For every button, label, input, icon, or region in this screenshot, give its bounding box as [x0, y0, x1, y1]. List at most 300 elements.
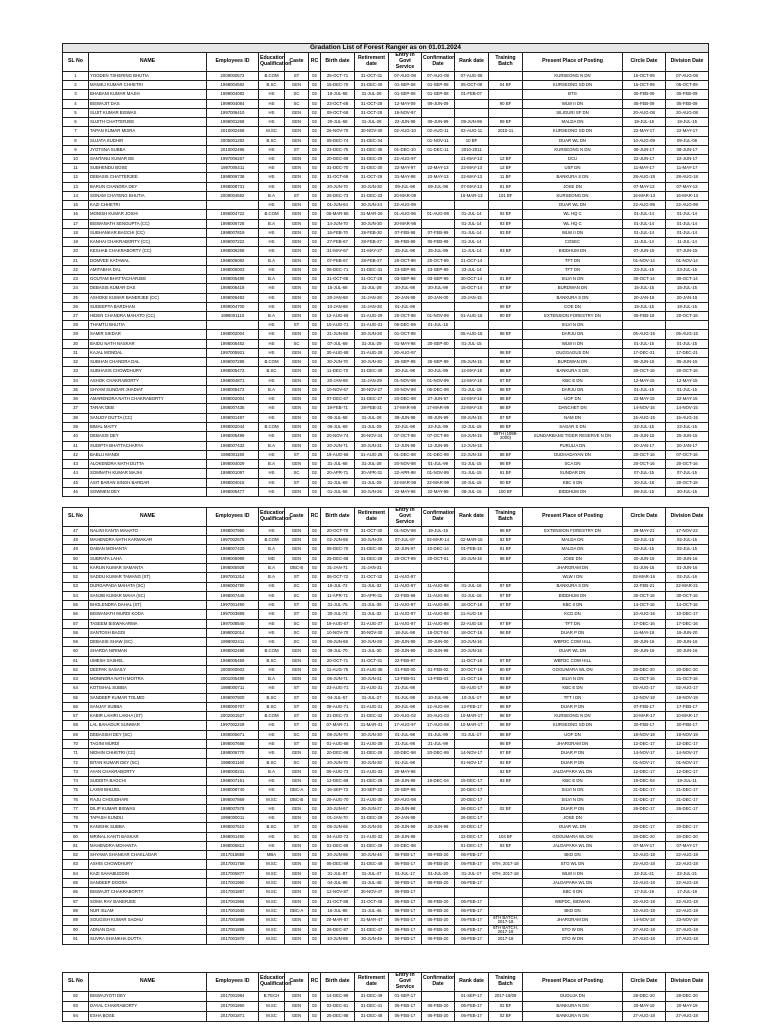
- confirmation-date-cell: [422, 155, 455, 164]
- training-batch-cell: 6TH BATCH, 2017-18: [489, 916, 523, 926]
- confirmation-date-cell: [422, 563, 455, 572]
- caste-cell: GEN: [285, 182, 309, 191]
- table-row: [63, 888, 709, 897]
- posting-cell: BURDWAN DN: [523, 284, 623, 293]
- posting-cell: TFT DN: [523, 256, 623, 265]
- name-cell: SHARDA NIRIMAN: [89, 647, 207, 656]
- table-row: [63, 164, 709, 173]
- training-batch-cell: 88 BF: [489, 385, 523, 394]
- table-row: [63, 191, 709, 200]
- retirement-date-cell: 31-MAR-31: [355, 721, 389, 730]
- rank-date-cell: 11-AUG-16: [455, 610, 489, 619]
- birth-date-cell: 20-JAN-69: [321, 376, 355, 385]
- division-date-cell: [666, 321, 709, 330]
- table-row: [63, 869, 709, 878]
- caste-cell: ST: [285, 478, 309, 487]
- entry-date-cell: 20-AUG-02: [389, 712, 422, 721]
- circle-date-cell: 02-MAR-16: [623, 573, 666, 582]
- rc-cell: 02: [309, 795, 321, 804]
- confirmation-date-cell: 11-AUG-98: [422, 619, 455, 628]
- rc-cell: 02: [309, 201, 321, 210]
- rank-date-cell: 10 BF: [455, 136, 489, 145]
- education-cell: M.SC: [259, 897, 285, 906]
- training-batch-cell: [489, 795, 523, 804]
- entry-date-cell: 20-DEC-98: [389, 841, 422, 850]
- name-cell: DEBASIS DEY: [89, 432, 207, 442]
- employee-id-cell: 1998005671: [207, 730, 259, 739]
- caste-cell: GEN: [285, 935, 309, 944]
- birth-date-cell: 05-JUN-66: [321, 823, 355, 832]
- employee-id-cell: 2001005499: [207, 675, 259, 684]
- entry-date-cell: 07-FEB-98: [389, 228, 422, 237]
- training-batch-cell: [489, 265, 523, 274]
- posting-cell: WL HQ C: [523, 210, 623, 219]
- entry-date-cell: 20-JUN-98: [389, 777, 422, 786]
- training-batch-cell: 02 BF: [489, 804, 523, 813]
- employee-id-cell: 1998004029: [207, 460, 259, 469]
- caste-cell: GEN: [285, 869, 309, 878]
- confirmation-date-cell: [422, 758, 455, 767]
- caste-cell: OBC-B: [285, 563, 309, 572]
- posting-cell: DUAR P DN: [523, 702, 623, 711]
- retirement-date-cell: 31-JAN-31: [355, 563, 389, 572]
- education-cell: HS: [259, 395, 285, 404]
- posting-cell: SAGAR S DN: [523, 422, 623, 431]
- employee-id-cell: 1997002575: [207, 536, 259, 545]
- name-cell: LAXMI BHUJEL: [89, 786, 207, 795]
- rank-date-cell: 20-JUN-16: [455, 554, 489, 563]
- posting-cell: JHARGRAM DN: [523, 740, 623, 749]
- education-cell: B.COM: [259, 210, 285, 219]
- birth-date-cell: 02-DEC-81: [321, 1001, 355, 1011]
- serial-number-cell: 72: [63, 758, 89, 767]
- division-date-cell: 20-JUL-15: [666, 487, 709, 496]
- confirmation-date-cell: 22-MAY-13: [422, 173, 455, 182]
- birth-date-cell: 20-MAR-87: [321, 916, 355, 926]
- retirement-date-cell: 31-DEC-34: [355, 136, 389, 145]
- education-cell: HS: [259, 348, 285, 357]
- table-row: [63, 219, 709, 228]
- birth-date-cell: 23-DEC-75: [321, 145, 355, 154]
- name-cell: SUJATA SUDHIR: [89, 136, 207, 145]
- name-cell: SHYAMA SHANKAR CHAKLADAR: [89, 851, 207, 860]
- name-cell: SUDEEPTA BARDHAN: [89, 302, 207, 311]
- rank-date-cell: 22-MAY-15: [455, 395, 489, 404]
- division-date-cell: 20-FEB-17: [666, 721, 709, 730]
- employee-id-cell: 1998006482: [207, 293, 259, 302]
- training-batch-cell: [489, 90, 523, 99]
- caste-cell: SC: [285, 619, 309, 628]
- column-header: Entry in Govt Service: [389, 508, 422, 527]
- rank-date-cell: 18-OCT-16: [455, 628, 489, 637]
- entry-date-cell: 06-FEB-17: [389, 906, 422, 915]
- education-cell: HS: [259, 339, 285, 348]
- confirmation-date-cell: 22-MAR-99: [422, 478, 455, 487]
- name-cell: DABAN MOHANTA: [89, 545, 207, 554]
- caste-cell: GEN: [285, 814, 309, 823]
- rc-cell: 02: [309, 526, 321, 535]
- employee-id-cell: 1998002411: [207, 638, 259, 647]
- name-cell: KANHAI CHAKRABORTY (CC): [89, 238, 207, 247]
- rc-cell: 02: [309, 478, 321, 487]
- posting-cell: STO W DN: [523, 935, 623, 944]
- employee-id-cell: 1999004082: [207, 90, 259, 99]
- circle-date-cell: 02-AUG-17: [623, 684, 666, 693]
- retirement-date-cell: 31-JAN-29: [355, 376, 389, 385]
- rank-date-cell: 22-JUL-15: [455, 422, 489, 431]
- name-cell: DURGAPADA MAHATA (SC): [89, 582, 207, 591]
- name-cell: ASIT BARAN SINGH BARDAR: [89, 478, 207, 487]
- rc-cell: 02: [309, 879, 321, 888]
- entry-date-cell: 01-SEP-08: [389, 90, 422, 99]
- division-date-cell: 07-JUL-15: [666, 469, 709, 478]
- employee-id-cell: 1998007510: [207, 823, 259, 832]
- rc-cell: 02: [309, 358, 321, 367]
- confirmation-date-cell: 07-OCT-99: [422, 432, 455, 442]
- birth-date-cell: 20-JAN-68: [321, 293, 355, 302]
- birth-date-cell: 20-AUG-70: [321, 795, 355, 804]
- training-batch-cell: 12 BF: [489, 164, 523, 173]
- retirement-date-cell: 31-OCT-48: [355, 897, 389, 906]
- confirmation-date-cell: 20-JAN-00: [422, 293, 455, 302]
- gradation-table-page-3: [62, 972, 709, 1022]
- serial-number-cell: 39: [63, 422, 89, 431]
- posting-cell: BANKURA S DN: [523, 367, 623, 376]
- circle-date-cell: 22-AUG-18: [623, 879, 666, 888]
- circle-date-cell: 27-AUG-18: [623, 1011, 666, 1021]
- table-row: [63, 582, 709, 591]
- education-cell: HS: [259, 302, 285, 311]
- posting-cell: KCD DN: [523, 610, 623, 619]
- circle-date-cell: 14-OCT-16: [623, 601, 666, 610]
- employee-id-cell: 1998007432: [207, 441, 259, 450]
- serial-number-cell: 45: [63, 478, 89, 487]
- serial-number-cell: 83: [63, 860, 89, 869]
- entry-date-cell: 31-MAY-98: [389, 173, 422, 182]
- training-batch-cell: 93 BF: [489, 841, 523, 850]
- retirement-date-cell: 31-DEC-29: [355, 155, 389, 164]
- division-date-cell: 07-AUG-08: [666, 71, 709, 80]
- retirement-date-cell: 31-JAN-28: [355, 302, 389, 311]
- entry-date-cell: 17-AUG-97: [389, 721, 422, 730]
- serial-number-cell: 61: [63, 656, 89, 665]
- name-cell: ASHIS CHOWDHURY: [89, 860, 207, 869]
- birth-date-cell: 31-OCT-68: [321, 275, 355, 284]
- caste-cell: GEN: [285, 228, 309, 237]
- entry-date-cell: 20-JUL-98: [389, 702, 422, 711]
- education-cell: M.SC: [259, 925, 285, 935]
- entry-date-cell: 11-AUG-97: [389, 619, 422, 628]
- circle-date-cell: 08-JUL-15: [623, 487, 666, 496]
- birth-date-cell: 30-JUN-70: [321, 358, 355, 367]
- rc-cell: 02: [309, 339, 321, 348]
- division-date-cell: 07-OCT-16: [666, 450, 709, 459]
- retirement-date-cell: 30-JUN-26: [355, 823, 389, 832]
- division-date-cell: 21-DEC-17: [666, 795, 709, 804]
- table-row: [63, 786, 709, 795]
- name-cell: KAJAL MONDAL: [89, 348, 207, 357]
- column-header: Retirement date: [355, 973, 389, 992]
- training-batch-cell: 91 BF: [489, 469, 523, 478]
- circle-date-cell: 21-DEC-17: [623, 786, 666, 795]
- entry-date-cell: 22-MAY-98: [389, 487, 422, 496]
- rank-date-cell: 18-OCT-16: [455, 601, 489, 610]
- birth-date-cell: 31-OCT-69: [321, 173, 355, 182]
- employee-id-cell: 1998001268: [207, 118, 259, 127]
- posting-cell: KBC II DN: [523, 888, 623, 897]
- retirement-date-cell: 31-JUL-29: [355, 422, 389, 431]
- name-cell: NUR ISLAM: [89, 906, 207, 915]
- entry-date-cell: 20-JUN-99: [389, 647, 422, 656]
- serial-number-cell: 13: [63, 182, 89, 191]
- division-date-cell: 22-AUG-18: [666, 879, 709, 888]
- employee-id-cell: 1999004700: [207, 302, 259, 311]
- circle-date-cell: 10-AUG-16: [623, 610, 666, 619]
- rc-cell: 02: [309, 487, 321, 496]
- rank-date-cell: 20-JUN-16: [455, 638, 489, 647]
- birth-date-cell: 12-NOV-87: [321, 888, 355, 897]
- name-cell: BABLU MANDI: [89, 450, 207, 459]
- birth-date-cell: 10-JUN-89: [321, 935, 355, 944]
- table-row: [63, 487, 709, 496]
- serial-number-cell: 11: [63, 164, 89, 173]
- training-batch-cell: [489, 563, 523, 572]
- retirement-date-cell: 31-JUL-27: [355, 693, 389, 702]
- training-batch-cell: 6TH, 2017-18: [489, 869, 523, 878]
- name-cell: THAMTU BHUTIA: [89, 321, 207, 330]
- retirement-date-cell: 31-DEC-31: [355, 265, 389, 274]
- division-date-cell: 22-MAY-15: [666, 395, 709, 404]
- posting-cell: PURULIA DN: [523, 441, 623, 450]
- employee-id-cell: 1998005472: [207, 385, 259, 394]
- posting-cell: DUAR WL DN: [523, 136, 623, 145]
- caste-cell: GEN: [285, 422, 309, 431]
- circle-date-cell: 17-JUL-19: [623, 888, 666, 897]
- rc-cell: 02: [309, 173, 321, 182]
- division-date-cell: 22-AUG-18: [666, 906, 709, 915]
- circle-date-cell: 14-NOV-15: [623, 404, 666, 413]
- circle-date-cell: 05-JUN-15: [623, 358, 666, 367]
- table-row: [63, 563, 709, 572]
- rc-cell: 02: [309, 925, 321, 935]
- retirement-date-cell: 31-DEC-41: [355, 1001, 389, 1011]
- table-row: [63, 302, 709, 311]
- employee-id-cell: 1998000711: [207, 684, 259, 693]
- column-header: RC: [309, 508, 321, 527]
- employee-id-cell: 1998007800: [207, 693, 259, 702]
- rc-cell: 02: [309, 71, 321, 80]
- serial-number-cell: 10: [63, 155, 89, 164]
- employee-id-cell: 1998002014: [207, 628, 259, 637]
- rank-date-cell: 12-FEB-17: [455, 702, 489, 711]
- rank-date-cell: 05-OCT-09: [455, 81, 489, 90]
- birth-date-cell: 26-DEC-87: [321, 925, 355, 935]
- rank-date-cell: 22-MAY-13: [455, 173, 489, 182]
- division-date-cell: 20-JAN-17: [666, 441, 709, 450]
- serial-number-cell: 5: [63, 108, 89, 117]
- table-row: [63, 330, 709, 339]
- division-date-cell: 20-DEC-20: [666, 832, 709, 841]
- education-cell: M.SC: [259, 888, 285, 897]
- serial-number-cell: 67: [63, 712, 89, 721]
- confirmation-date-cell: [422, 302, 455, 311]
- name-cell: KOTISHAL SUBBA: [89, 684, 207, 693]
- header-row: [63, 973, 709, 992]
- confirmation-date-cell: 19-DEC-04: [422, 777, 455, 786]
- rc-cell: 02: [309, 182, 321, 191]
- employee-id-cell: 2010002468: [207, 127, 259, 136]
- birth-date-cell: 19-AUG-67: [321, 619, 355, 628]
- posting-cell: JALDAPARA WL DN: [523, 879, 623, 888]
- training-batch-cell: 90 BF: [489, 99, 523, 108]
- division-date-cell: 17-DEC-21: [666, 348, 709, 357]
- birth-date-cell: 06-JUN-71: [321, 675, 355, 684]
- serial-number-cell: 19: [63, 238, 89, 247]
- confirmation-date-cell: [422, 795, 455, 804]
- posting-cell: KBC E DN: [523, 777, 623, 786]
- caste-cell: SC: [285, 730, 309, 739]
- table-row: [63, 619, 709, 628]
- name-cell: BISWAJIT CHAKRABORTY: [89, 888, 207, 897]
- column-header: Caste: [285, 53, 309, 72]
- caste-cell: GEN: [285, 385, 309, 394]
- birth-date-cell: 20-OCT-70: [321, 526, 355, 535]
- posting-cell: BURDWAN DN: [523, 358, 623, 367]
- column-header: Education Qualification: [259, 53, 285, 72]
- division-date-cell: 30-OCT-14: [666, 275, 709, 284]
- education-cell: HS: [259, 173, 285, 182]
- rank-date-cell: 04-JUN-15: [455, 432, 489, 442]
- division-date-cell: 01-JUN-16: [666, 563, 709, 572]
- employee-id-cell: 1997005921: [207, 348, 259, 357]
- posting-cell: KURSEONG SD DN: [523, 721, 623, 730]
- training-batch-cell: 90 BF: [489, 312, 523, 321]
- training-batch-cell: [489, 879, 523, 888]
- retirement-date-cell: 31-DEC-30: [355, 81, 389, 90]
- rank-date-cell: 06-FEB-17: [455, 1011, 489, 1021]
- division-date-cell: 17-FEB-17: [666, 702, 709, 711]
- entry-date-cell: 01-DEC-10: [389, 145, 422, 154]
- education-cell: HS: [259, 814, 285, 823]
- training-batch-cell: 97 BF: [489, 656, 523, 665]
- training-batch-cell: [489, 238, 523, 247]
- employee-id-cell: 1998006258: [207, 247, 259, 256]
- entry-date-cell: 01-MAY-98: [389, 339, 422, 348]
- employee-id-cell: 1998007420: [207, 545, 259, 554]
- caste-cell: GEN: [285, 155, 309, 164]
- table-row: [63, 284, 709, 293]
- rank-date-cell: 01-JUL-14: [455, 210, 489, 219]
- caste-cell: SC: [285, 582, 309, 591]
- training-batch-cell: 98 BF: [489, 730, 523, 739]
- education-cell: HS: [259, 413, 285, 422]
- caste-cell: SC: [285, 638, 309, 647]
- entry-date-cell: 22-APR-98: [389, 469, 422, 478]
- table-row: [63, 647, 709, 656]
- employee-id-cell: 2017001956: [207, 897, 259, 906]
- birth-date-cell: 31-JAN-71: [321, 563, 355, 572]
- confirmation-date-cell: 09-JUN-99: [422, 118, 455, 127]
- entry-date-cell: 07-AUG-08: [389, 71, 422, 80]
- serial-number-cell: 90: [63, 925, 89, 935]
- confirmation-date-cell: 01-NOV-99: [422, 376, 455, 385]
- circle-date-cell: 05-FEB-18: [623, 312, 666, 321]
- serial-number-cell: 64: [63, 684, 89, 693]
- column-header: Circle Date: [623, 53, 666, 72]
- rank-date-cell: 20-DEC-17: [455, 786, 489, 795]
- entry-date-cell: 01-JUL-17: [389, 869, 422, 878]
- table-row: [63, 638, 709, 647]
- circle-date-cell: 20-JAN-17: [623, 441, 666, 450]
- confirmation-date-cell: 01-JUL-20: [422, 869, 455, 878]
- training-batch-cell: 89TH (1998-2000): [489, 432, 523, 442]
- birth-date-cell: 31-JUL-75: [321, 601, 355, 610]
- circle-date-cell: 16-OCT-09: [623, 71, 666, 80]
- serial-number-cell: 54: [63, 591, 89, 600]
- confirmation-date-cell: 01-NOV-99: [422, 312, 455, 321]
- name-cell: JYOTSNA SUBBA: [89, 145, 207, 154]
- division-date-cell: 20-JAN-15: [666, 293, 709, 302]
- retirement-date-cell: 31-JUL-32: [355, 582, 389, 591]
- circle-date-cell: 11-MAY-18: [623, 628, 666, 637]
- entry-date-cell: 20-OCT-99: [389, 554, 422, 563]
- name-cell: SUDDITA BAGCHI: [89, 777, 207, 786]
- posting-cell: BANKURA S DN: [523, 293, 623, 302]
- circle-date-cell: 19-JUL-15: [623, 302, 666, 311]
- circle-date-cell: 29-MAY-21: [623, 526, 666, 535]
- serial-number-cell: 38: [63, 413, 89, 422]
- birth-date-cell: 16-JUL-72: [321, 582, 355, 591]
- table-row: [63, 367, 709, 376]
- name-cell: ADNAN DAS: [89, 925, 207, 935]
- caste-cell: GEN: [285, 256, 309, 265]
- confirmation-date-cell: 21-JUL-99: [422, 740, 455, 749]
- circle-date-cell: [623, 321, 666, 330]
- caste-cell: GEN: [285, 312, 309, 321]
- education-cell: M.SC: [259, 1001, 285, 1011]
- education-cell: M.SC: [259, 795, 285, 804]
- rc-cell: 02: [309, 712, 321, 721]
- training-batch-cell: 97 BF: [489, 749, 523, 758]
- entry-date-cell: 20-AUG-98: [389, 795, 422, 804]
- serial-number-cell: 62: [63, 665, 89, 674]
- rank-date-cell: [455, 888, 489, 897]
- retirement-date-cell: 30-NOV-34: [355, 432, 389, 442]
- retirement-date-cell: 30-JUN-30: [355, 219, 389, 228]
- table-row: [63, 536, 709, 545]
- division-date-cell: 22-MAR-21: [666, 582, 709, 591]
- birth-date-cell: 10-NOV-70: [321, 628, 355, 637]
- division-date-cell: 16-MAR-13: [666, 191, 709, 200]
- entry-date-cell: 20-DEC-98: [389, 749, 422, 758]
- serial-number-cell: 33: [63, 367, 89, 376]
- employee-id-cell: 1997006267: [207, 155, 259, 164]
- serial-number-cell: 76: [63, 795, 89, 804]
- employee-id-cell: 1998007869: [207, 795, 259, 804]
- rank-date-cell: 10-MAR-17: [455, 721, 489, 730]
- training-batch-cell: [489, 136, 523, 145]
- education-cell: B.SC: [259, 136, 285, 145]
- confirmation-date-cell: [422, 108, 455, 117]
- rc-cell: 02: [309, 869, 321, 878]
- caste-cell: GEN: [285, 127, 309, 136]
- serial-number-cell: 79: [63, 823, 89, 832]
- division-date-cell: 12-DEC-17: [666, 740, 709, 749]
- retirement-date-cell: 31-JUL-48: [355, 879, 389, 888]
- serial-number-cell: 85: [63, 879, 89, 888]
- rank-date-cell: 01-JUL-16: [455, 582, 489, 591]
- birth-date-cell: 20-NOV-74: [321, 432, 355, 442]
